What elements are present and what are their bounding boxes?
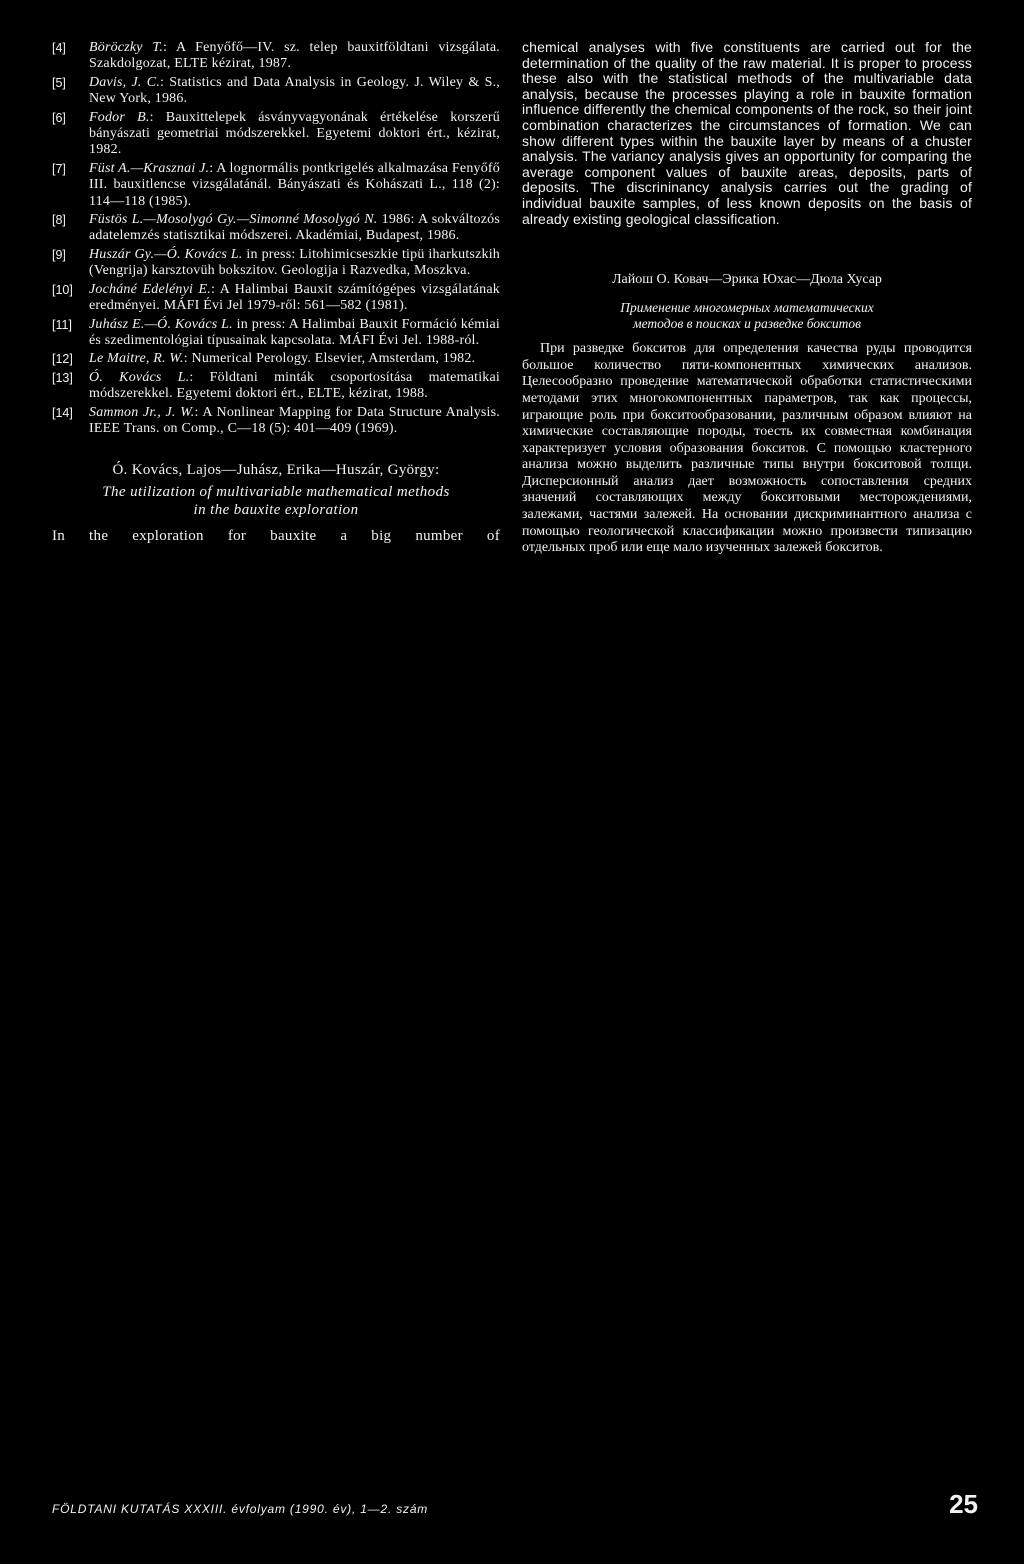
reference-text: : Földtani minták csoportosítása matematikai módszerekkel. Egyetemi doktori ért., ELTE, kézirat, 1988.	[89, 369, 500, 402]
reference-authors: Le Maitre, R. W.	[89, 351, 184, 367]
reference-number: [11]	[52, 317, 72, 332]
abstract-title-line: The utilization of multivariable mathematical methods	[102, 484, 450, 501]
english-abstract	[52, 461, 500, 544]
reference-list	[52, 40, 500, 437]
russian-title-line: методов в поисках и разведке бокситов	[633, 316, 861, 332]
reference-text: : Statistics and Data Analysis in Geology. J. Wiley & S., New York, 1986.	[89, 74, 500, 107]
reference-text: : A lognormális pontkrigelés alkalmazása Fenyőfő III. bauxitlencse vizsgálatánál. Bányászati és Kohászati L., 118 (2): 114—118 (1985).	[89, 160, 500, 209]
reference-number: [14]	[52, 405, 73, 420]
reference-authors: Füstös L.—Mosolygó Gy.—Simonné Mosolygó N.	[89, 212, 378, 228]
reference-number: [10]	[52, 282, 73, 297]
russian-abstract-title	[522, 300, 972, 332]
reference-number: [6]	[52, 110, 66, 125]
reference-authors: Fodor B.	[89, 109, 150, 125]
reference-item	[52, 317, 500, 350]
left-column	[52, 40, 500, 545]
reference-item	[52, 161, 500, 210]
reference-authors: Davis, J. C.	[89, 74, 161, 90]
reference-authors: Füst A.—Krasznai J.	[89, 160, 210, 176]
reference-text: : Bauxittelepek ásványvagyonának értékelése korszerű bányászati geometriai módszerekkel. Egyetemi doktori ért., kézirat, 1982.	[89, 109, 500, 158]
reference-text: : Numerical Perology. Elsevier, Amsterdam, 1982.	[183, 351, 476, 367]
abstract-authors: Ó. Kovács, Lajos—Juhász, Erika—Huszár, György:	[112, 462, 440, 479]
reference-text: 1986: A sokváltozós adatelemzés statisztikai módszerei. Akadémiai, Budapest, 1986.	[89, 212, 501, 244]
reference-authors: Jocháné Edelényi E.	[89, 281, 211, 297]
russian-abstract	[522, 271, 972, 557]
russian-abstract-text: При разведке бокситов для определения качества руды проводится большое количество пяти-компонентных химических анализов. Целесообразно проведение математической обработки статистическими методами этих многокомпонентных параметров, так как процессы, играющие роль при бокситообразовании, различным образом влияют на химические составляющие породы, тоесть их совместная комбинация характеризует условия образования бокситов. С помощью кластерного анализа можно выделить различные типы внутри бокситовой толщи. Дисперсионный анализ дает возможность сопоставления средних значений составляющих между бокситовыми месторождениями, залежами, частями залежей. На основании дискриминантного анализа с помощью геологической классификации можно произвести типизацию отдельных проб или еще мало изученных залежей бокситов.	[522, 341, 972, 556]
reference-item	[52, 212, 500, 245]
reference-number: [8]	[52, 213, 66, 228]
reference-number: [4]	[52, 41, 66, 55]
reference-authors: Böröczky T.	[89, 40, 163, 55]
russian-abstract-authors: Лайош О. Ковач—Эрика Юхас—Дюла Хусар	[612, 272, 882, 288]
abstract-text-start: In the exploration for bauxite a big number of	[52, 528, 500, 545]
russian-title-line: Применение многомерных математических	[620, 300, 874, 316]
reference-text: in press: Litohimicseszkie tipü iharkutszkih (Vengrija) karsztovüh bokszitov. Geologija i Razvedka, Moszkva.	[89, 246, 500, 279]
reference-authors: Huszár Gy.—Ó. Kovács L.	[89, 246, 243, 262]
reference-text: in press: A Halimbai Bauxit Formáció kémiai és szedimentológiai típusainak kapcsolata. MÁFI Évi Jel. 1988-ról.	[89, 316, 500, 348]
reference-item	[52, 247, 500, 280]
reference-number: [9]	[52, 247, 66, 262]
reference-item	[52, 405, 500, 438]
reference-authors: Sammon Jr., J. W.	[89, 404, 195, 420]
page-number: 25	[949, 1489, 978, 1519]
reference-item	[52, 40, 500, 73]
reference-item	[52, 351, 500, 367]
reference-number: [7]	[52, 161, 66, 176]
reference-text: : A Fenyőfő—IV. sz. telep bauxitföldtani vizsgálata. Szakdolgozat, ELTE kézirat, 1987.	[89, 40, 500, 72]
abstract-text-continued: chemical analyses with five constituents are carried out for the determination of the quality of the raw material. It is proper to process these also with the statistical methods of the multivariable data analysis, because the processes playing a role in bauxite formation influence differently the chemical components of the rock, so their joint combination characterizes the circumstances of formation. We can show different types within the bauxite layer by means of a chuster analysis. The variancy analysis gives an opportunity for comparing the average component values of bauxite areas, deposits, parts of deposits. The discrininancy analysis carries out the grading of individual bauxite samples, of less known deposits on the basis of already existing geological classification.	[522, 39, 972, 227]
reference-item	[52, 75, 500, 108]
reference-authors: Ó. Kovács L.	[89, 369, 190, 385]
reference-number: [13]	[52, 370, 73, 385]
reference-text: : A Halimbai Bauxit számítógépes vizsgálatának eredményei. MÁFI Évi Jel 1979-ről: 561—582 (1981).	[89, 281, 500, 314]
abstract-title	[52, 483, 500, 519]
reference-authors: Juhász E.—Ó. Kovács L.	[89, 316, 233, 332]
reference-text: : A Nonlinear Mapping for Data Structure Analysis. IEEE Trans. on Comp., C—18 (5): 401—409 (1969).	[89, 404, 500, 436]
reference-item	[52, 282, 500, 315]
reference-number: [12]	[52, 352, 73, 367]
right-column	[522, 40, 972, 557]
reference-item	[52, 110, 500, 159]
journal-footer: FÖLDTANI KUTATÁS XXXIII. évfolyam (1990. év), 1—2. szám	[52, 1502, 429, 1516]
reference-item	[52, 370, 500, 403]
abstract-title-line: in the bauxite exploration	[193, 502, 359, 519]
reference-number: [5]	[52, 75, 66, 90]
